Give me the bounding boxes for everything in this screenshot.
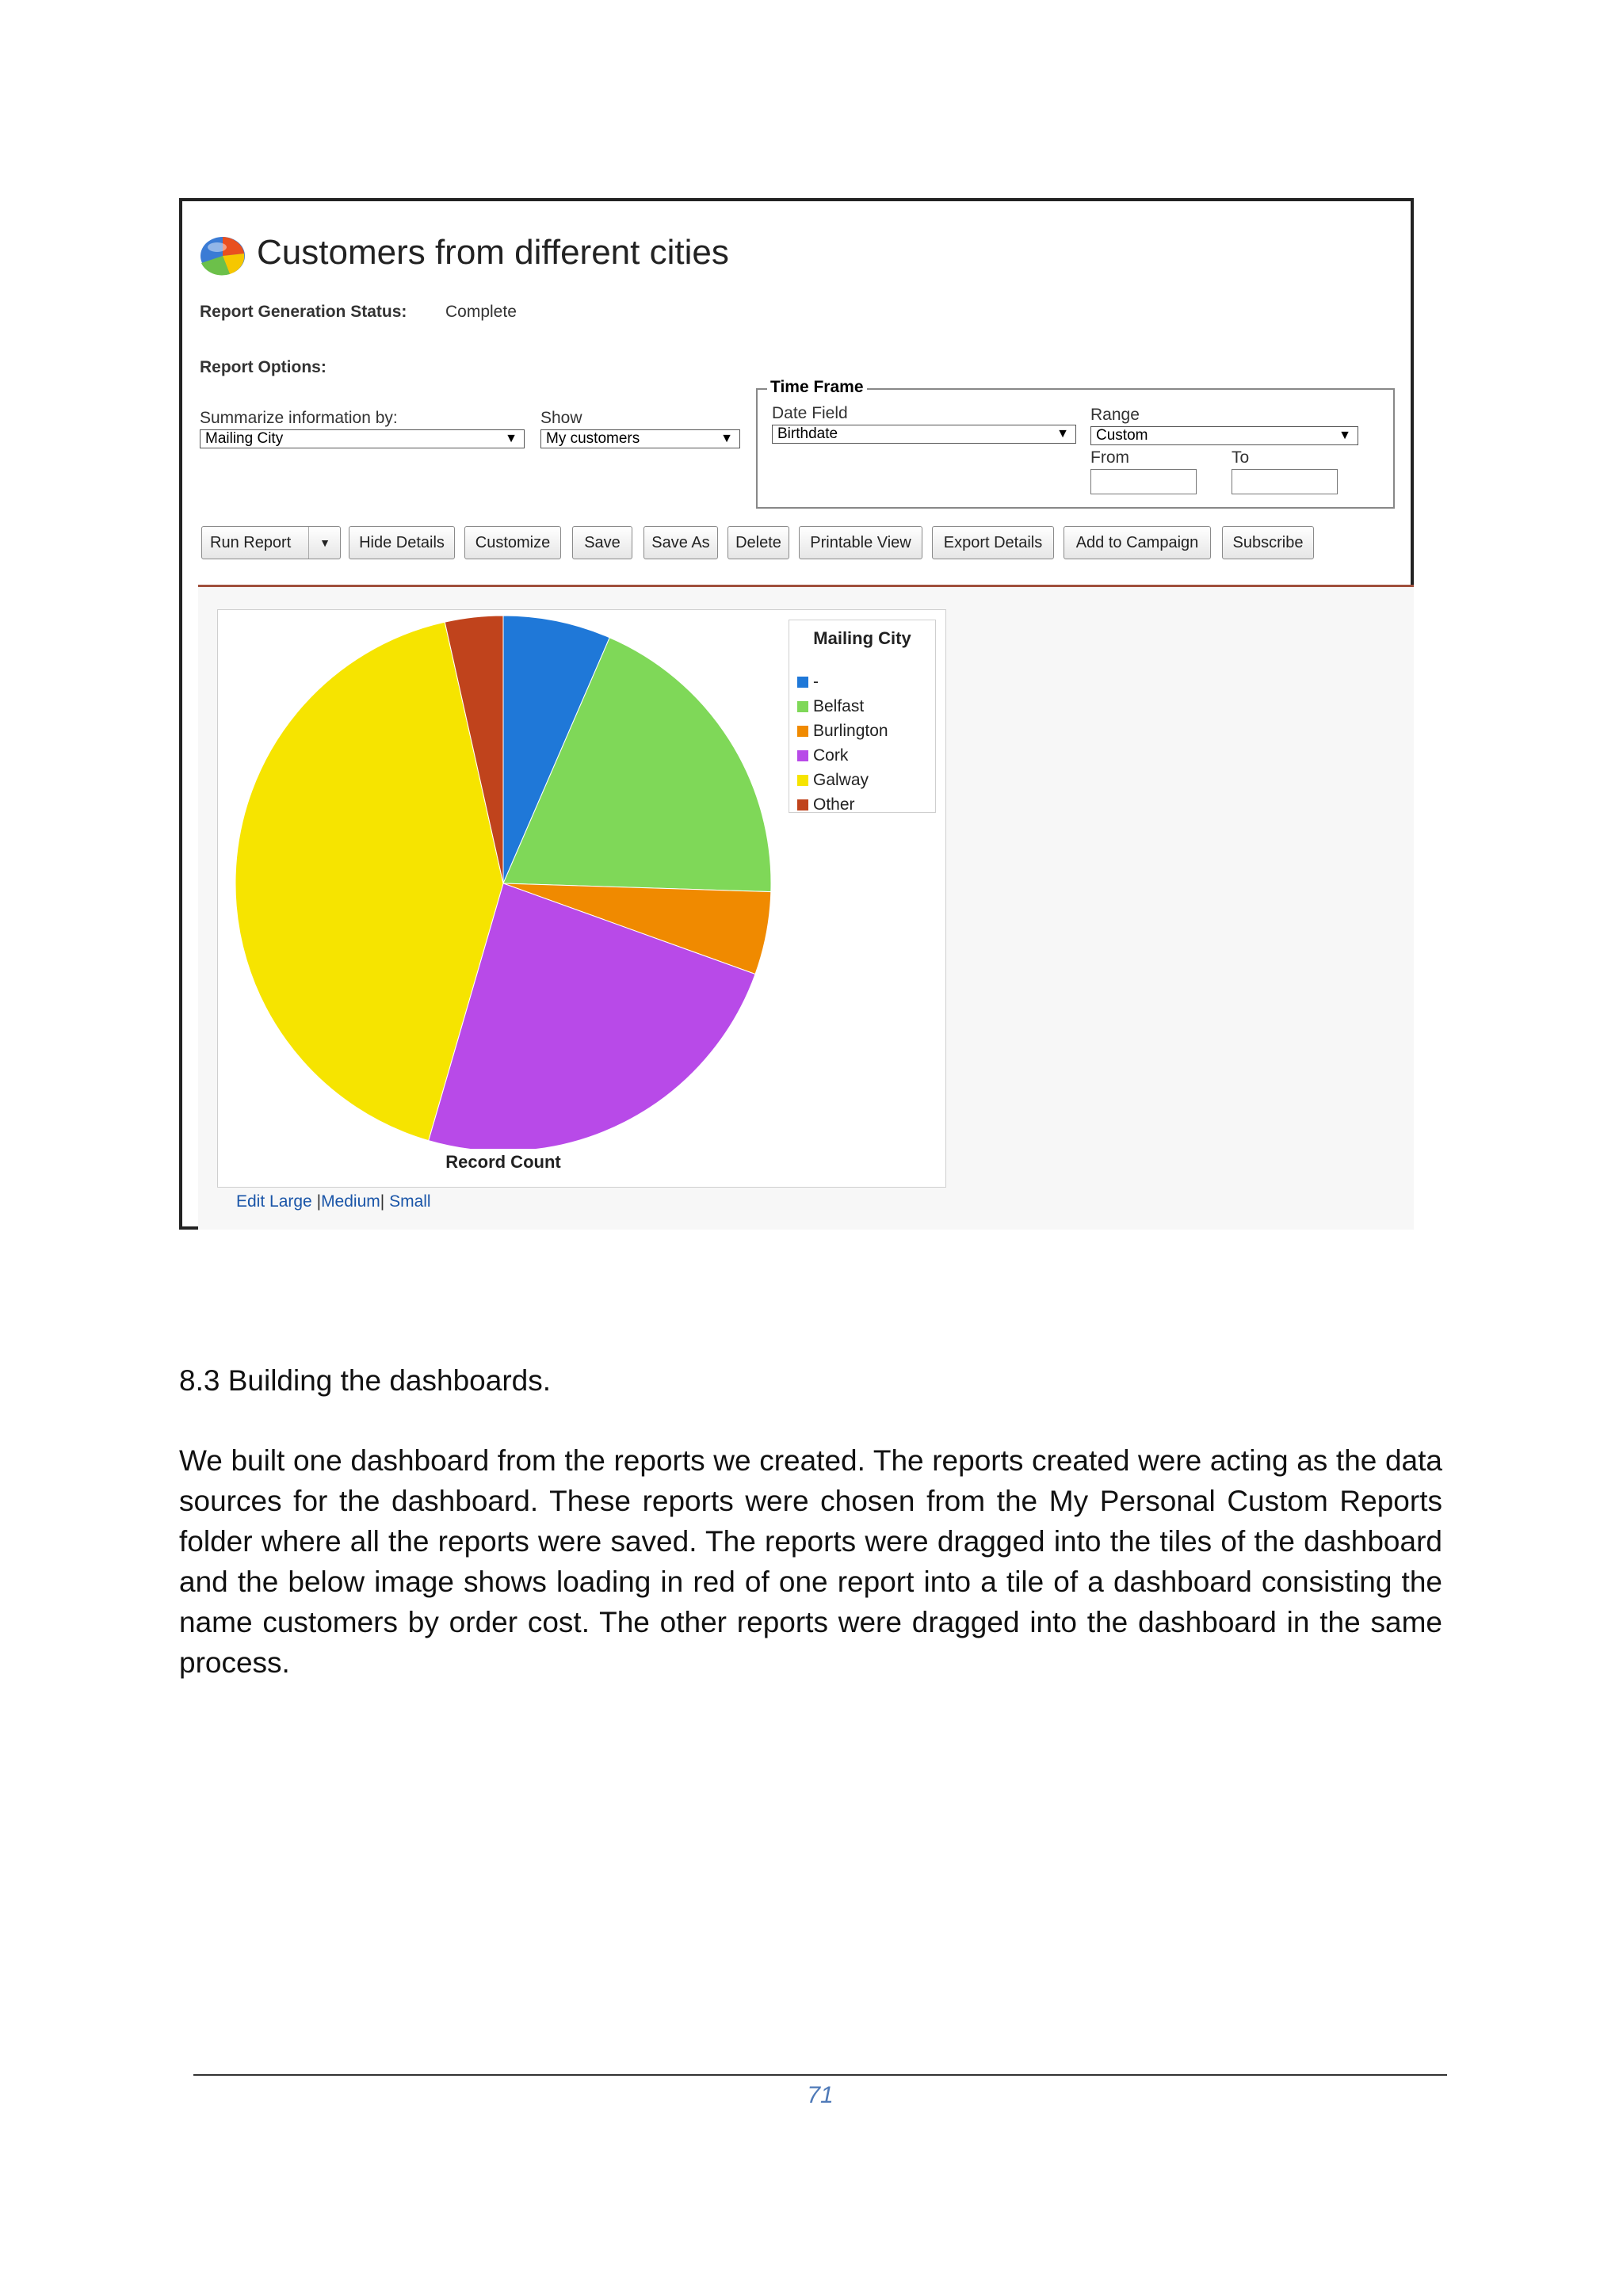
time-frame-legend: Time Frame — [767, 378, 867, 397]
legend-item-belfast — [797, 697, 864, 716]
time-frame-group — [756, 378, 1395, 509]
legend-item-burlington — [797, 722, 888, 741]
printable-view-button[interactable]: Printable View — [799, 526, 922, 559]
chart-legend — [789, 620, 936, 813]
save-as-button[interactable]: Save As — [643, 526, 718, 559]
chart-panel — [217, 609, 946, 1188]
footer-divider — [193, 2074, 1447, 2076]
range-value: Custom — [1096, 427, 1148, 444]
customize-button[interactable]: Customize — [464, 526, 561, 559]
legend-label: Galway — [813, 771, 869, 789]
legend-label: Cork — [813, 746, 849, 765]
date-field-value: Birthdate — [777, 425, 838, 442]
show-value: My customers — [546, 430, 640, 447]
small-link[interactable]: Small — [389, 1192, 431, 1211]
show-select[interactable] — [540, 429, 740, 448]
run-report-button[interactable] — [201, 526, 341, 559]
run-report-menu-caret-icon[interactable]: ▼ — [308, 527, 341, 559]
legend-item-other — [797, 795, 855, 814]
legend-swatch — [797, 750, 808, 761]
medium-link[interactable]: Medium — [321, 1192, 380, 1211]
legend-item-blank — [797, 673, 819, 692]
range-select[interactable] — [1090, 426, 1358, 445]
body-paragraph: We built one dashboard from the reports we created. The reports created were acting as the data sources for the dashboard. These reports were chosen from the My Personal Custom Reports folder where all the reports were saved. The reports were dragged into the tiles of the dashboard and the below image shows loading in red of one report into a tile of a dashboard consisting the name customers by order cost. The other reports were dragged into the dashboard in the same process. — [179, 1444, 1442, 1679]
legend-label: Burlington — [813, 722, 888, 740]
summarize-value: Mailing City — [205, 430, 284, 447]
legend-label: Belfast — [813, 697, 865, 715]
pie-chart — [218, 610, 789, 1149]
legend-label: Other — [813, 795, 855, 814]
range-label: Range — [1090, 406, 1140, 424]
legend-swatch — [797, 799, 808, 810]
export-details-button[interactable]: Export Details — [932, 526, 1054, 559]
link-separator: | — [316, 1192, 322, 1211]
hide-details-button[interactable]: Hide Details — [349, 526, 455, 559]
section-heading: 8.3 Building the dashboards. — [179, 1364, 552, 1397]
summarize-label: Summarize information by: — [200, 409, 398, 427]
edit-link[interactable]: Edit — [236, 1192, 265, 1211]
dropdown-arrow-icon: ▼ — [1056, 427, 1069, 441]
dropdown-arrow-icon: ▼ — [720, 432, 733, 445]
report-options-label: Report Options: — [200, 358, 327, 376]
legend-swatch — [797, 775, 808, 786]
report-chart-icon — [198, 230, 247, 279]
legend-swatch — [797, 726, 808, 737]
save-button[interactable]: Save — [572, 526, 632, 559]
chart-x-label: Record Count — [445, 1152, 561, 1172]
legend-label: - — [813, 673, 819, 691]
report-title: Customers from different cities — [257, 233, 729, 272]
dropdown-arrow-icon: ▼ — [1338, 429, 1351, 442]
status-value: Complete — [445, 303, 517, 321]
delete-button[interactable]: Delete — [727, 526, 789, 559]
summarize-select[interactable] — [200, 429, 525, 448]
legend-item-galway — [797, 771, 869, 790]
report-screenshot — [179, 198, 1414, 1230]
legend-title: Mailing City — [813, 628, 911, 648]
date-field-label: Date Field — [772, 404, 848, 422]
run-report-label: Run Report — [210, 534, 292, 551]
from-date-input[interactable] — [1090, 469, 1197, 494]
legend-swatch — [797, 701, 808, 712]
to-label: To — [1232, 448, 1250, 467]
chart-area — [198, 587, 1414, 1230]
status-label: Report Generation Status: — [200, 303, 407, 321]
report-header — [182, 201, 1411, 585]
add-to-campaign-button[interactable]: Add to Campaign — [1064, 526, 1211, 559]
legend-item-cork — [797, 746, 848, 765]
show-label: Show — [540, 409, 582, 427]
to-date-input[interactable] — [1232, 469, 1338, 494]
legend-swatch — [797, 677, 808, 688]
link-separator: | — [380, 1192, 385, 1211]
large-link[interactable]: Large — [269, 1192, 312, 1211]
page-number: 71 — [807, 2082, 834, 2108]
subscribe-button[interactable]: Subscribe — [1222, 526, 1314, 559]
dropdown-arrow-icon: ▼ — [505, 432, 517, 445]
date-field-select[interactable] — [772, 425, 1076, 444]
from-label: From — [1090, 448, 1129, 467]
chart-size-links — [236, 1192, 431, 1211]
